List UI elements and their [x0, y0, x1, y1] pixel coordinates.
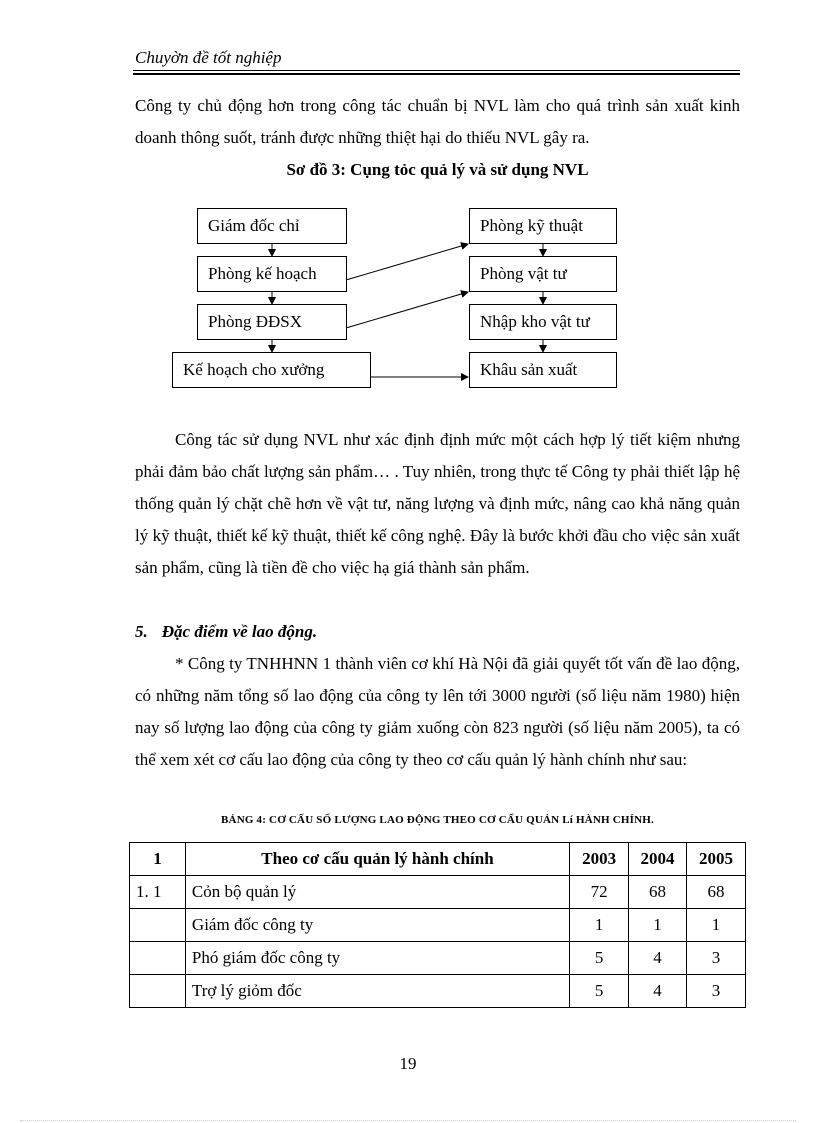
box-khau-san-xuat: Khâu sản xuất	[469, 352, 617, 388]
page-bottom-border	[20, 1120, 796, 1121]
table-cell	[130, 975, 186, 1008]
page-header: Chuyờn đề tốt nghiệp	[135, 48, 282, 67]
table-cell: 1. 1	[130, 876, 186, 909]
table-header: Theo cơ cấu quản lý hành chính	[185, 843, 569, 876]
table-cell: Giám đốc công ty	[185, 909, 569, 942]
table-cell: 72	[570, 876, 629, 909]
table-row	[130, 942, 746, 975]
table-cell: 4	[629, 975, 687, 1008]
section-5-heading	[135, 622, 317, 642]
table-caption: BẢNG 4: CƠ CẤU SỐ LƯỢNG LAO ĐỘNG THEO CƠ CẤU QUẢN Lí HÀNH CHÍNH.	[221, 814, 654, 826]
box-ke-hoach-xuong: Kế hoạch cho xưởng	[172, 352, 371, 388]
box-phong-ddsx: Phòng ĐĐSX	[197, 304, 347, 340]
section-title: Đặc điểm về lao động.	[161, 622, 318, 641]
table-cell: 68	[629, 876, 687, 909]
box-nhap-kho: Nhập kho vật tư	[469, 304, 617, 340]
table-header-row	[130, 843, 746, 876]
labor-table	[129, 842, 746, 1008]
paragraph-1: Công ty chủ động hơn trong công tác chuẩn bị NVL làm cho quá trình sản xuất kinh doanh thông suốt, tránh được những thiệt hại do thiếu NVL gây ra.	[135, 96, 740, 147]
diagram-caption: Sơ đồ 3: Cụng tỏc quả lý và sử dụng NVL	[286, 160, 589, 179]
arrow-ke-hoach-to-ky-thuat	[346, 244, 468, 280]
page-number: 19	[399, 1054, 417, 1073]
arrow-ddsx-to-vat-tu	[346, 292, 468, 328]
box-phong-vat-tu: Phòng vật tư	[469, 256, 617, 292]
table-cell: 3	[687, 975, 746, 1008]
table-row	[130, 909, 746, 942]
table-cell: 4	[629, 942, 687, 975]
table-row	[130, 975, 746, 1008]
table-cell: Phó giám đốc công ty	[185, 942, 569, 975]
box-phong-ky-thuat: Phòng kỹ thuật	[469, 208, 617, 244]
box-giam-doc: Giám đốc chỉ	[197, 208, 347, 244]
table-cell	[130, 909, 186, 942]
paragraph-3: * Công ty TNHHNN 1 thành viên cơ khí Hà Nội đã giải quyết tốt vấn đề lao động, có những năm tổng số lao động của công ty lên tới 3000 người (số liệu năm 1980) hiện nay số lượng lao động của công ty giảm xuống còn 823 người (số liệu năm 2005), ta có thể xem xét cơ cấu lao động của công ty theo cơ cấu quản lý hành chính như sau:	[135, 654, 740, 769]
table-header: 1	[130, 843, 186, 876]
table-cell: Trợ lý giỏm đốc	[185, 975, 569, 1008]
table-header: 2004	[629, 843, 687, 876]
table-cell: 3	[687, 942, 746, 975]
table-cell: 68	[687, 876, 746, 909]
table-cell: Cỏn bộ quản lý	[185, 876, 569, 909]
table-header: 2003	[570, 843, 629, 876]
paragraph-2: Công tác sử dụng NVL như xác định định mức một cách hợp lý tiết kiệm nhưng phải đảm bảo chất lượng sản phẩm… . Tuy nhiên, trong thực tế Công ty phải thiết lập hệ thống quản lý chặt chẽ hơn về vật tư, năng lượng và định mức, nâng cao khả năng quản lý kỹ thuật, thiết kế kỹ thuật, thiết kế công nghệ. Đây là bước khởi đầu cho việc sản xuất sản phẩm, cũng là tiền đề cho việc hạ giá thành sản phẩm.	[135, 430, 740, 577]
table-row	[130, 876, 746, 909]
table-header: 2005	[687, 843, 746, 876]
section-number: 5.	[135, 622, 148, 641]
table-cell: 1	[687, 909, 746, 942]
table-cell: 5	[570, 975, 629, 1008]
table-cell: 5	[570, 942, 629, 975]
table-cell: 1	[570, 909, 629, 942]
box-phong-ke-hoach: Phòng kế hoạch	[197, 256, 347, 292]
table-cell	[130, 942, 186, 975]
table-cell: 1	[629, 909, 687, 942]
diagram-connectors	[0, 0, 816, 400]
